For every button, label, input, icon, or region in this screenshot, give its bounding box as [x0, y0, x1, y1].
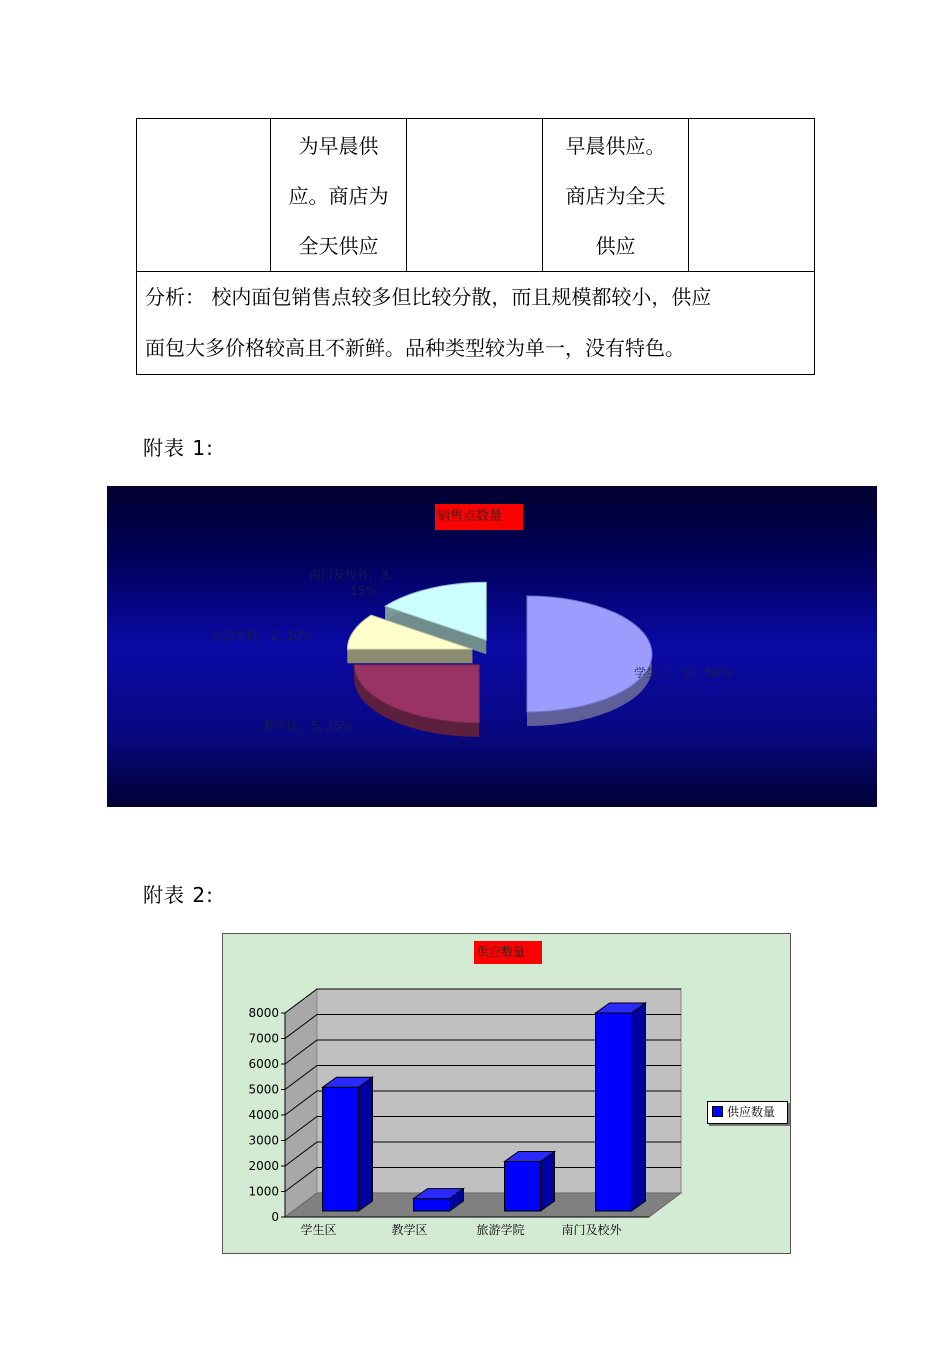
- bar-chart: [222, 933, 791, 1254]
- table-cell-empty: [689, 119, 815, 272]
- bar-front: [505, 1162, 541, 1212]
- y-tick-label: 2000: [248, 1159, 279, 1173]
- y-tick-label: 8000: [248, 1006, 279, 1020]
- analysis-line: 分析： 校内面包销售点较多但比较分散，而且规模都较小，供应: [145, 285, 712, 309]
- pie-label-lvyou: 旅游学院，2, 10%: [211, 629, 313, 643]
- pie-label-jiaoxuequ: 教学区，5, 25%: [263, 719, 353, 733]
- cell-text-line: 应。商店为: [288, 184, 389, 208]
- bar-chart-title: 供应数量: [474, 941, 542, 964]
- pie-label-nanmen-line2: 15%: [350, 584, 377, 598]
- table-row: [137, 119, 815, 272]
- y-tick-label: 5000: [248, 1082, 279, 1097]
- bar-chart-legend: [707, 1101, 788, 1124]
- table-cell-empty: [137, 119, 271, 272]
- cell-text-line: 商店为全天: [565, 184, 666, 208]
- pie-chart-title: 销售点数量: [435, 504, 523, 530]
- bar-3: [596, 1003, 646, 1211]
- pie-label-nanmen-line1: 南门及校外，3,: [309, 568, 393, 582]
- x-tick-label: 学生区: [300, 1223, 337, 1237]
- appendix-2-caption: 附表 2:: [143, 883, 214, 907]
- bar-chart-canvas: [223, 934, 790, 1253]
- bar-0: [323, 1077, 373, 1211]
- y-tick-label: 0: [271, 1210, 279, 1224]
- x-tick-label: 南门及校外: [561, 1223, 622, 1237]
- x-tick-label: 旅游学院: [476, 1223, 525, 1237]
- cell-text-line: 供应: [595, 234, 636, 258]
- analysis-line: 面包大多价格较高且不新鲜。品种类型较为单一，没有特色。: [145, 336, 685, 360]
- bar-front: [596, 1013, 632, 1211]
- bar-side: [359, 1077, 373, 1211]
- table-cell-supply-note: [271, 119, 407, 272]
- y-tick-label: 3000: [248, 1133, 279, 1148]
- pie-slice-1: [354, 665, 479, 737]
- cell-text-line: 全天供应: [298, 234, 379, 258]
- x-tick-label: 教学区: [391, 1223, 428, 1237]
- cell-text-line: 为早晨供: [298, 134, 379, 158]
- pie-slice-0: [527, 596, 652, 726]
- analysis-cell: [137, 272, 815, 375]
- analysis-table: [136, 118, 815, 375]
- y-tick-label: 4000: [248, 1108, 279, 1122]
- bar-front: [323, 1087, 359, 1211]
- appendix-1-caption: 附表 1:: [143, 436, 214, 460]
- legend-label: 供应数量: [727, 1105, 776, 1119]
- y-tick-label: 1000: [248, 1184, 279, 1199]
- bar-2: [505, 1152, 555, 1212]
- pie-chart-canvas: [107, 486, 877, 807]
- cell-text-line: 早晨供应。: [565, 134, 666, 158]
- y-tick-label: 7000: [248, 1031, 279, 1046]
- table-cell-supply-note: [543, 119, 689, 272]
- pie-label-xueshengqu: 学生区，10, 50%: [634, 666, 732, 680]
- bar-front: [414, 1199, 450, 1211]
- table-row: [137, 272, 815, 375]
- bar-side: [632, 1003, 646, 1211]
- pie-slice-top: [354, 665, 479, 723]
- table-cell-empty: [407, 119, 543, 272]
- pie-chart: [107, 486, 877, 807]
- y-tick-label: 6000: [248, 1057, 279, 1071]
- legend-swatch: [712, 1106, 723, 1117]
